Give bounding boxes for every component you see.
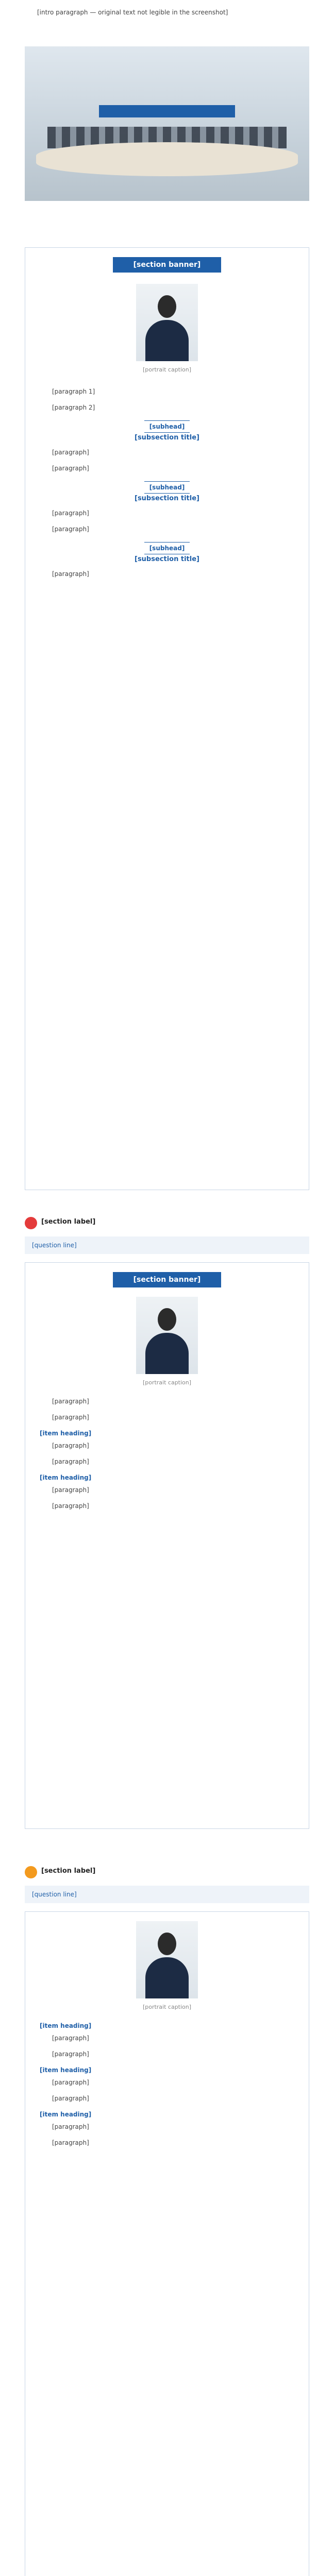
section-review-head (25, 1865, 309, 1879)
section-review-question: [question line] (25, 1886, 309, 1903)
intro-card (25, 5, 309, 41)
subsection-paragraph: [paragraph] (52, 570, 89, 578)
portrait-photo (136, 284, 198, 361)
portrait-head (158, 1308, 176, 1331)
subsection-paragraph: [paragraph] (52, 449, 89, 456)
section-dot-icon (25, 1866, 37, 1878)
media-banner: [section banner] (113, 1272, 221, 1287)
portrait-caption: [portrait caption] (142, 366, 192, 373)
media-item-heading: [item heading] (40, 1430, 92, 1437)
subsection-tag: [subhead] (144, 542, 190, 554)
media-item-paragraph: [paragraph] (52, 1502, 89, 1510)
review-item-heading: [item heading] (40, 2111, 92, 2118)
portrait-body (145, 1333, 189, 1374)
subsection-title: [subsection title] (135, 555, 199, 563)
portrait-caption: [portrait caption] (142, 2004, 192, 2010)
subsection-paragraph: [paragraph] (52, 526, 89, 533)
section-media-question: [question line] (25, 1236, 309, 1254)
photo-table (36, 142, 298, 176)
section-media-head (25, 1216, 309, 1230)
section-label: [section label] (41, 1218, 96, 1226)
media-paragraph: [paragraph] (52, 1398, 89, 1405)
media-paragraph: [paragraph] (52, 1414, 89, 1421)
media-portrait-box (40, 1297, 294, 1387)
subsection-title: [subsection title] (135, 434, 199, 442)
portrait-photo (136, 1297, 198, 1374)
section-review-card (25, 1911, 309, 2576)
review-item-heading: [item heading] (40, 2066, 92, 2074)
interview-paragraph: [paragraph 2] (52, 404, 95, 411)
subsection-heading (40, 542, 294, 565)
review-item-paragraph: [paragraph] (52, 2050, 89, 2058)
meeting-photo (25, 46, 309, 201)
subsection-heading (40, 481, 294, 504)
section-label: [section label] (41, 1867, 96, 1875)
interview-portrait-box (40, 284, 294, 374)
review-item-heading: [item heading] (40, 2022, 92, 2029)
intro-paragraph: [intro paragraph — original text not legible in the screenshot] (37, 9, 228, 16)
review-item-paragraph: [paragraph] (52, 2095, 89, 2102)
portrait-body (145, 320, 189, 361)
review-item-paragraph: [paragraph] (52, 2123, 89, 2130)
review-portrait-box (40, 1921, 294, 2011)
review-item-paragraph: [paragraph] (52, 2079, 89, 2086)
interview-card (25, 247, 309, 1190)
subsection-paragraph: [paragraph] (52, 465, 89, 472)
portrait-body (145, 1957, 189, 1998)
subsection-tag: [subhead] (144, 481, 190, 494)
media-item-paragraph: [paragraph] (52, 1442, 89, 1449)
section-media-card (25, 1262, 309, 1829)
review-item-paragraph: [paragraph] (52, 2139, 89, 2146)
portrait-caption: [portrait caption] (142, 1379, 192, 1386)
subsection-paragraph: [paragraph] (52, 510, 89, 517)
portrait-head (158, 295, 176, 318)
subsection-tag: [subhead] (144, 420, 190, 433)
review-item-paragraph: [paragraph] (52, 2035, 89, 2042)
media-item-paragraph: [paragraph] (52, 1486, 89, 1494)
media-item-heading: [item heading] (40, 1474, 92, 1481)
portrait-photo (136, 1921, 198, 1998)
interview-paragraph: [paragraph 1] (52, 388, 95, 395)
subsection-title: [subsection title] (135, 495, 199, 502)
section-dot-icon (25, 1217, 37, 1229)
photo-banner (99, 105, 236, 117)
media-item-paragraph: [paragraph] (52, 1458, 89, 1465)
subsection-heading (40, 420, 294, 443)
portrait-head (158, 1933, 176, 1955)
interview-banner: [section banner] (113, 257, 221, 273)
